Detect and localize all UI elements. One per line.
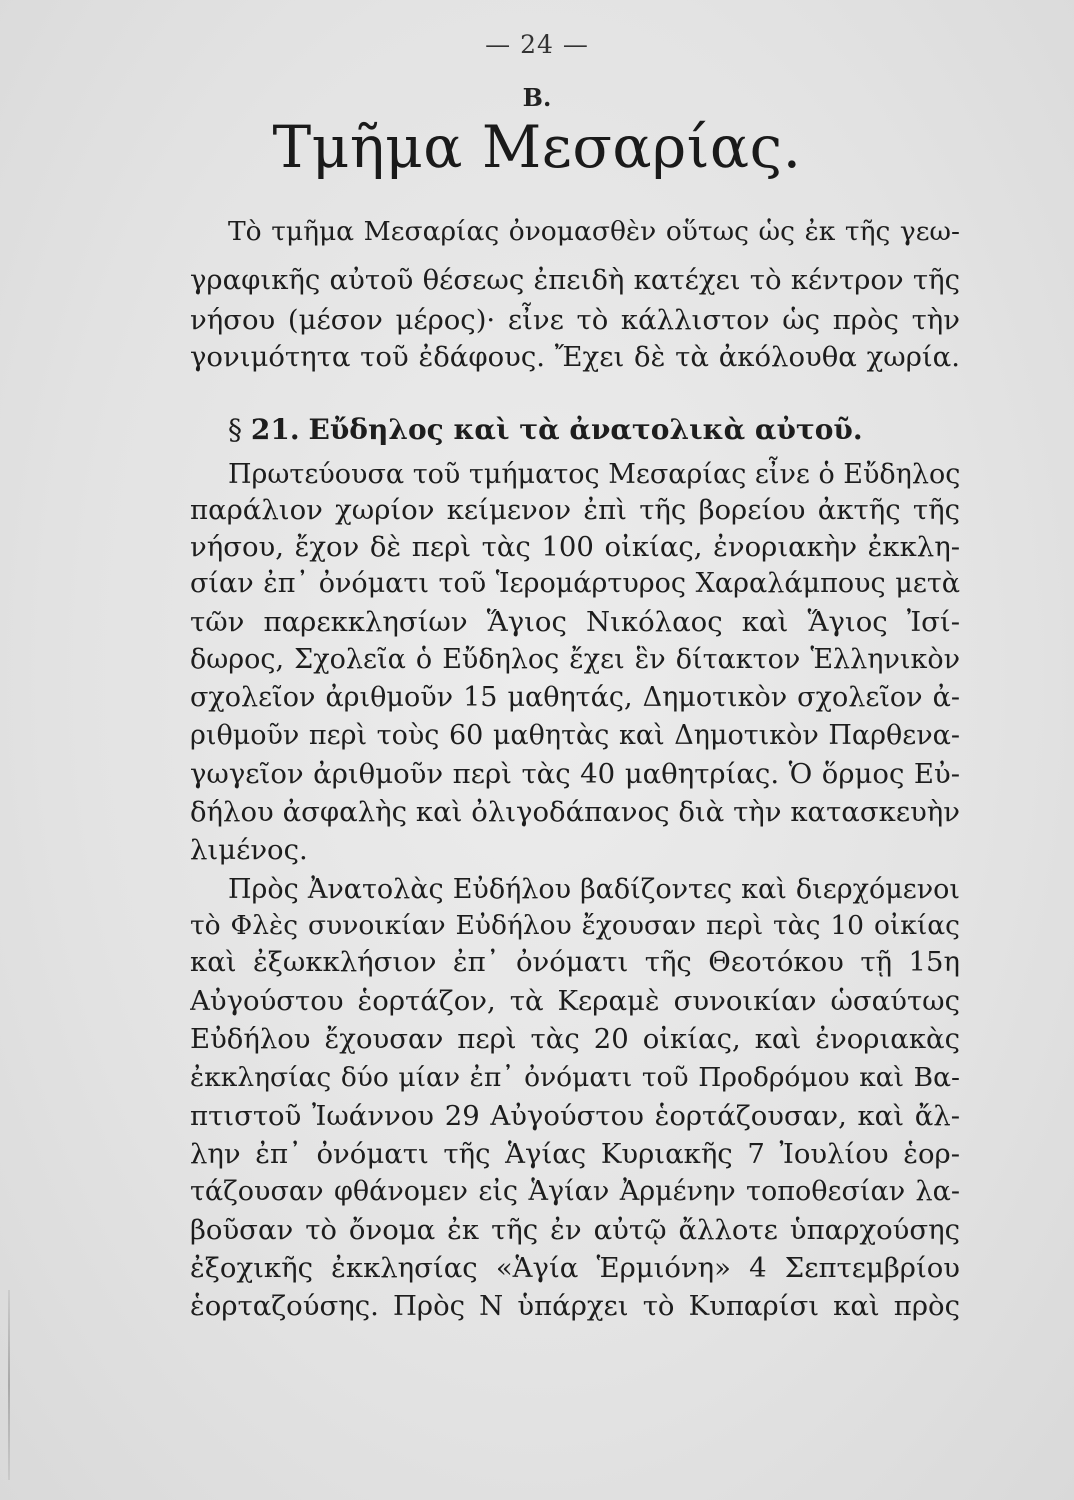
subheading <box>228 410 958 450</box>
intro-line: γονιμότητα τοῦ ἐδάφους. Ἔχει δὲ τὰ ἀκόλουθα χωρία. <box>190 341 960 373</box>
body-line: γωγεῖον ἀριθμοῦν περὶ τὰς 40 μαθητρίας. Ὁ ὅρμος Εὐ- <box>190 758 960 790</box>
body-line: δήλου ἀσφαλὴς καὶ ὀλιγοδάπανος διὰ τὴν κατασκευὴν <box>190 796 960 828</box>
body-line: Αὐγούστου ἑορτάζον, τὰ Κεραμὲ συνοικίαν ὡσαύτως <box>190 985 960 1017</box>
body-line: Πρωτεύουσα τοῦ τμήματος Μεσαρίας εἶνε ὁ Εὔδηλος <box>228 459 960 490</box>
body-line: τῶν παρεκκλησίων Ἅγιος Νικόλαος καὶ Ἅγιος Ἰσί- <box>190 606 960 638</box>
intro-line: Τὸ τμῆμα Μεσαρίας ὀνομασθὲν οὕτως ὡς ἐκ τῆς γεω- <box>228 216 960 247</box>
body-line: δωρος, Σχολεῖα ὁ Εὔδηλος ἔχει ἓν δίτακτον Ἑλληνικὸν <box>190 644 960 675</box>
body-line: τάζουσαν φθάνομεν εἰς Ἁγίαν Ἀρμένην τοποθεσίαν λα- <box>190 1176 960 1207</box>
body-line: βοῦσαν τὸ ὄνομα ἐκ τῆς ἐν αὐτῷ ἄλλοτε ὑπαρχούσης <box>190 1214 960 1246</box>
subheading-title: Εὔδηλος καὶ τὰ ἀνατολικὰ αὐτοῦ. <box>308 413 863 446</box>
body-line: λιμένος. <box>190 834 308 866</box>
subheading-symbol: § <box>228 413 242 446</box>
body-line: ἐκκλησίας δύο μίαν ἐπ᾽ ὀνόματι τοῦ Προδρόμου καὶ Βα- <box>190 1062 960 1093</box>
body-line: ἐξοχικῆς ἐκκλησίας «Ἁγία Ἑρμιόνη» 4 Σεπτεμβρίου <box>190 1252 960 1284</box>
body-line: τὸ Φλὲς συνοικίαν Εὐδήλου ἔχουσαν περὶ τὰς 10 οἰκίας <box>190 910 960 941</box>
body-line: παράλιον χωρίον κείμενον ἐπὶ τῆς βορείου ἀκτῆς τῆς <box>190 494 960 526</box>
body-line: Πρὸς Ἀνατολὰς Εὐδήλου βαδίζοντες καὶ διερχόμενοι <box>228 874 960 905</box>
body-line: Εὐδήλου ἔχουσαν περὶ τὰς 20 οἰκίας, καὶ ἐνοριακὰς <box>190 1023 960 1055</box>
body-line: ριθμοῦν περὶ τοὺς 60 μαθητὰς καὶ Δημοτικὸν Παρθενα- <box>190 720 960 751</box>
section-letter: Β. <box>522 83 552 112</box>
body-line: πτιστοῦ Ἰωάννου 29 Αὐγούστου ἑορτάζουσαν, καὶ ἄλ- <box>190 1100 960 1132</box>
body-line: σχολεῖον ἀριθμοῦν 15 μαθητάς, Δημοτικὸν σχολεῖον ἀ- <box>190 682 960 713</box>
body-line: σίαν ἐπ᾽ ὀνόματι τοῦ Ἱερομάρτυρος Χαραλάμπους μετὰ <box>190 568 960 599</box>
subheading-number: 21. <box>250 413 300 446</box>
body-line: λην ἐπ᾽ ὀνόματι τῆς Ἁγίας Κυριακῆς 7 Ἰουλίου ἑορ- <box>190 1138 960 1170</box>
section-title: Τμῆμα Μεσαρίας. <box>272 113 802 181</box>
intro-line: νήσου (μέσον μέρος)· εἶνε τὸ κάλλιστον ὡς πρὸς τὴν <box>190 304 960 336</box>
body-line: καὶ ἐξωκκλήσιον ἐπ᾽ ὀνόματι τῆς Θεοτόκου τῇ 15η <box>190 946 960 978</box>
binding-edge-mark <box>8 1290 10 1480</box>
body-line: ἑορταζούσης. Πρὸς Ν ὑπάρχει τὸ Κυπαρίσι καὶ πρὸς <box>190 1290 960 1322</box>
body-line: νήσου, ἔχον δὲ περὶ τὰς 100 οἰκίας, ἐνοριακὴν ἐκκλη- <box>190 531 960 563</box>
intro-line: γραφικῆς αὐτοῦ θέσεως ἐπειδὴ κατέχει τὸ κέντρον τῆς <box>190 264 960 296</box>
page-number: — 24 — <box>485 30 589 59</box>
